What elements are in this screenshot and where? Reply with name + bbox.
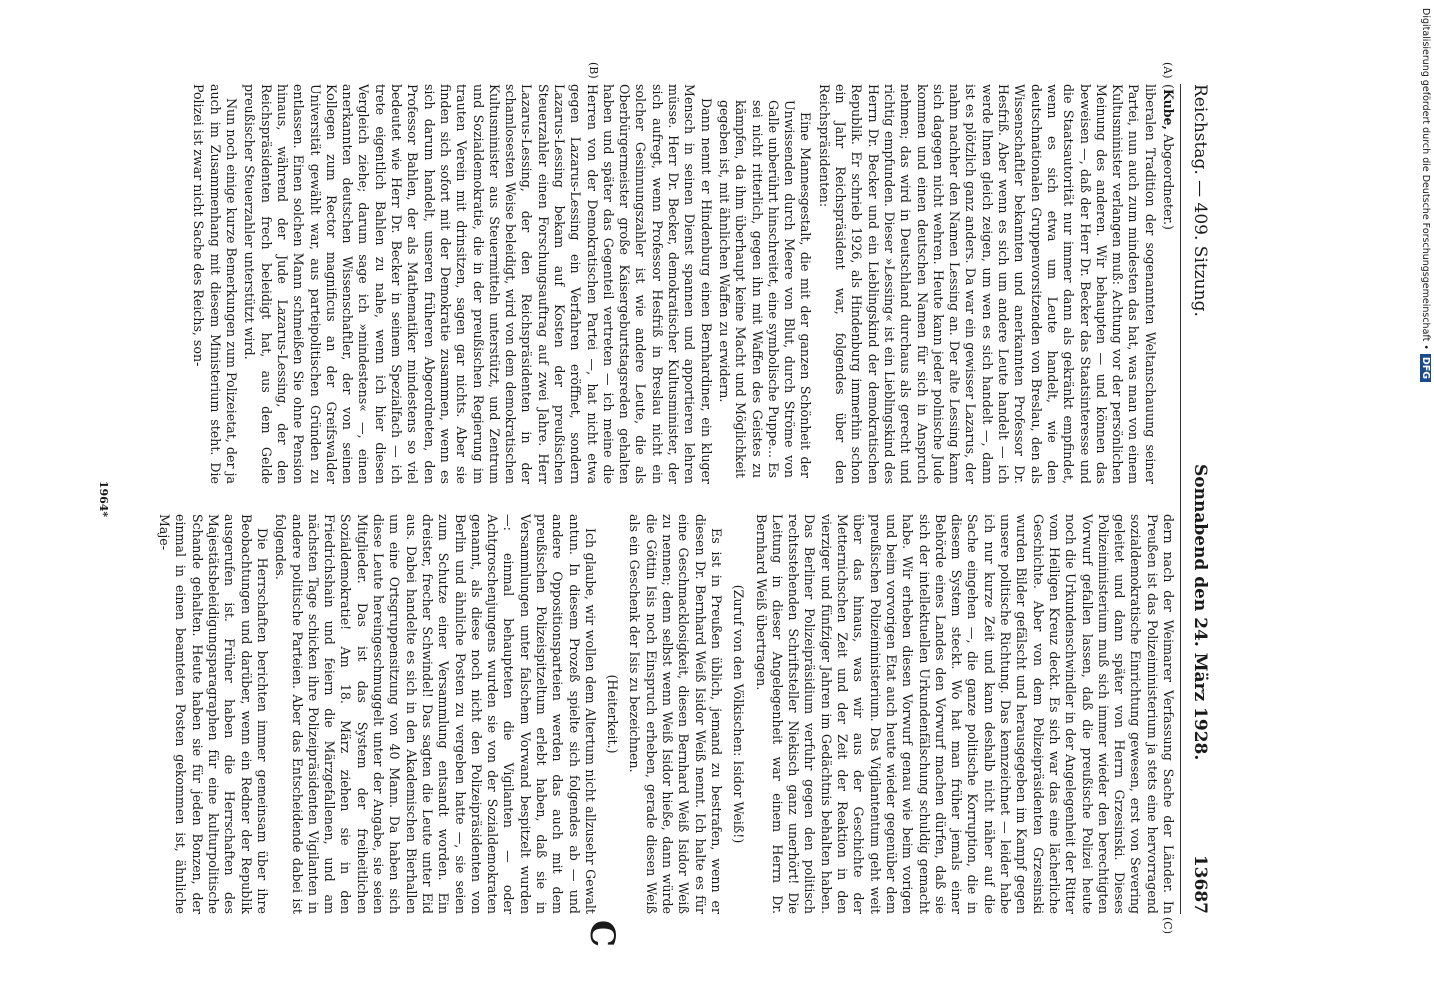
paragraph: Die Herrschaften berichten immer gemeinsam über ihre Beobachtungen und darüber, wenn ein Redner der Republik ausgerufen ist. Früher haben die Herrschaften des Majestätsbeleidigungsparagraphen für eine kulturpolitische Schande gehalten. Heute haben sie für jeden Bonzen, der einmal in einen beamteten Posten gekommen ist, ähnliche Maje- <box>157 514 270 914</box>
text-column-right <box>154 514 1176 914</box>
header-session: Reichstag. — 409. Sitzung. <box>1190 84 1210 317</box>
text-column-left <box>188 84 1176 484</box>
dfg-credit-text: Digitalisierung gefördert durch die Deutsche Forschungsgemeinschaft • <box>1420 8 1431 350</box>
paragraph: Nun noch einige kurze Bemerkungen zum Polizeietat, der ja auch im Zusammenhang mit diesem Ministerium steht. Die Polizei ist zwar nicht Sache des Reichs, son- <box>191 84 240 484</box>
margin-marker-a: (A) <box>1161 62 1174 79</box>
dfg-credit-strip <box>1417 8 1431 388</box>
page-number: 13687 <box>1190 854 1210 914</box>
header-rule <box>1180 84 1181 914</box>
interjection: (Heiterkeit.) <box>605 674 621 754</box>
paragraph: Ich glaube, wir wollen dem Altertum nicht allzusehr Gewalt antun. In diesem Prozeß spielte sich folgendes ab — und andere Oppositionsparteien werden das auch mit dem preußischen Polizeispitzeltum erlebt haben, daß sie in Versammlungen unter falschem Vorwand bespitzelt wurden —: einmal behaupteten die Vigilanten — oder Achtgroschenjungens wurden sie von der Sozialdemokraten genannt, als diese noch nicht den Polizeipräsidenten von Berlin und ähnliche Posten zu vergeben hatte —, sie seien zum Schutze einer Versammlung entsandt worden. Ein dreister, frecher Schwindel! Das sagten die Leute unter Eid aus. Dabei handelte es sich in den Akademischen Bierhallen um eine Ortsgruppensitzung von 40 Mann. Da haben sich diese Leute hereingeschmuggelt unter der Angabe, sie seien Mitglieder. Das ist das System der freiheitlichen Sozialdemokratie! Am 18. März ziehen sie in den Friedrichshain und feiern die Märzgefallenen, und am nächsten Tage schicken ihre Polizeipräsidenten Vigilanten in andere politische Parteien. Aber das Entscheidende dabei ist folgendes. <box>273 514 598 914</box>
speaker-name: Kube, <box>1161 88 1176 130</box>
interjection: (Zuruf von den Völkischen: Isidor Weiß!) <box>731 584 747 844</box>
paragraph: Dann nennt er Hindenburg einen Bernhardiner, ein kluger Mensch in seinen Dienst spannen und apportieren lehren müsse. Herr Dr. Becker, demokratischer Kultusminister, der sich aufregt, wenn Professor Hesfriß in Breslau nicht ein solcher Gesinnungszahler ist wie andere Leute, die als Oberbürgermeister große Kaisergeburtstagsreden gehalten haben und später das Gegenteil vertreten — ich meine die Herren von der Demokratischen Partei —, hat nicht etwa gegen Lazarus-Lessing ein Verfahren eröffnet, sondern Lazarus-Lessing bekam auf Kosten der preußischen Steuerzahler einen Forschungsauftrag auf zwei Jahre. Herr Lazarus-Lessing, der den Reichspräsidenten in der schamlosesten Weise beleidigt, wird von dem demokratischen Kultusminister aus Steuermitteln unterstützt, und Zentrum und Sozialdemokratie, die in der preußischen Regierung im trauten Verein mit drinsitzen, sagen gar nichts. Aber sie finden sich sofort mit der Demokratie zusammen, wenn es sich darum handelt, unseren früheren Abgeordneten, den Professor Bahlen, der als Mathematiker mindestens so viel bedeutet wie Herr Dr. Becker in seinem Spezialfach — ich trete eigentlich Bahlen zu nahe, wenn ich hier diesen Vergleich ziehe; darum sage ich »mindestens« —, einen anerkannten deutschen Wissenschaftler, der von seinen Kollegen zum Rector magnificus an der Greifswalder Universität gewählt war, aus parteipolitischen Gründen zu entlassen. Einen solchen Mann schmeißen Sie ohne Pension hinaus, während der Jude Lazarus-Lessing, der den Reichspräsidenten frech beleidigt hat, aus dem Gelde preußischer Steuerzahler unterstützt wird. <box>242 84 714 484</box>
page-header <box>1182 84 1210 914</box>
header-date: Sonnabend den 24. März 1928. <box>1190 464 1210 761</box>
paragraph: liberalen Tradition der sogenannten Weltanschauung seiner Partei, nun auch zum mindesten das hat, was man von einem Kultusminister verlangen muß: Achtung vor der persönlichen Meinung des anderen. Wir behaupten — und können das beweisen —, daß der Herr Dr. Becker das Staatsinteresse und die Staatsautorität nur immer dann als gekränkt empfindet, wenn es sich etwa um Leute handelt, wie den deutschnationalen Gruppenvorsitzenden von Breslau, den als Wissenschaftler bekannten und anerkannten Professor Dr. Hesfriß. Aber wenn es sich um andere Leute handelt — ich werde Ihnen gleich zeigen, um wen es sich handelt —, dann ist es plötzlich ganz anders. Da war ein gewisser Lazarus, der nahm nachher den Namen Lessing an. Der alte Lessing kann sich dagegen nicht wehren. Heute kann jeder polnische Jude kommen und einen deutschen Namen für sich in Anspruch nehmen; das wird in Deutschland durchaus als gerecht und richtig empfunden. Dieser »Lessing« ist ein Lieblingskind des Herrn Dr. Becker und ein Lieblingskind der demokratischen Republik. Er schrieb 1926, als Hindenburg immerhin schon ein Jahr Reichspräsident war, folgendes über den Reichspräsidenten: <box>816 84 1158 484</box>
margin-marker-c: (C) <box>1161 917 1174 934</box>
margin-marker-b: (B) <box>587 62 600 79</box>
paragraph: dern nach der Weimarer Verfassung Sache der Länder. In Preußen ist das Polizeiministerium ja stets eine hervorragend sozialdemokratische Einrichtung gewesen, erst von Severing geleitet und dann später von Herrn Grzesinski. Dieses Polizeiministerium muß sich immer wieder den berechtigten Vorwurf gefallen lassen, daß die preußische Polizei heute noch die Urkundenschwindler in der Angelegenheit der Ritter vom Heiligen Kreuz deckt. Es sich war das eine lächerliche Geschichte. Aber von dem Polizeipräsidenten Grzesinski wurden Bilder gefälscht und herausgegeben im Kampf gegen unsere politische Richtung. Das kennzeichnet — leider habe ich nur kurze Zeit und kann deshalb nicht näher auf die Sache eingehen —, die ganze politische Korruption, die in diesem System steckt. Wo hat man früher jemals einer Behörde eines Landes den Vorwurf machen dürfen, daß sie sich der intellektuellen Urkundenfälschung schuldig gemacht habe. Wir erheben diesen Vorwurf genau wie beim vorigen und beim vorvorigen Etat auch heute wieder gegenüber dem preußischen Polizeiministerium. Das Vigilantentum geht weit über das hinaus, was wir aus der Geschichte der Metternichschen Zeit und der Zeit der Reaktion in den vierziger und fünfziger Jahren im Gedächtnis behalten haben. Das Berliner Polizeipräsidium verfuhr gegen den politisch rechtsstehenden Schriftsteller Niekisch ganz unerhört! Die Leitung in dieser Angelegenheit war einem Herrn Dr. Bernhard Weiß übertragen. <box>753 514 1176 914</box>
paragraph: Es ist in Preußen üblich, jemand zu bestrafen, wenn er diesen Dr. Bernhard Weiß Isidor Weiß nennt. Ich halte es für eine Geschmacklosigkeit, diesen Bernhard Weiß Isidor Weiß zu nennen; denn selbst wenn Weiß Isidor hieße, dann würde die Göttin Isis noch Einspruch erheben, gerade diesen Weiß als ein Geschenk der Isis zu bezeichnen. <box>627 514 724 914</box>
speaker-role: Abgeordneter.) <box>1161 133 1176 230</box>
rotated-page <box>90 62 1210 948</box>
margin-marker-big-c: C <box>582 920 622 948</box>
dfg-logo: DFG <box>1420 354 1431 382</box>
speaker-line: (Kube, Abgeordneter.) <box>1161 84 1176 230</box>
footer-signature: 1964* <box>97 480 110 518</box>
quotation: Eine Mannesgestalt, die mit der ganzen Schönheit der Unwissenden durch Meere von Blut, durch Ströme von Galle unberührt hinschreitet, eine symbolische Puppe... Es sei nicht ritterlich, gegen ihn mit Waffen des Geistes zu kämpfen, da ihm überhaupt keine Macht und Möglichkeit gegeben ist, mit ähnlichen Waffen zu erwidern. <box>716 100 814 478</box>
